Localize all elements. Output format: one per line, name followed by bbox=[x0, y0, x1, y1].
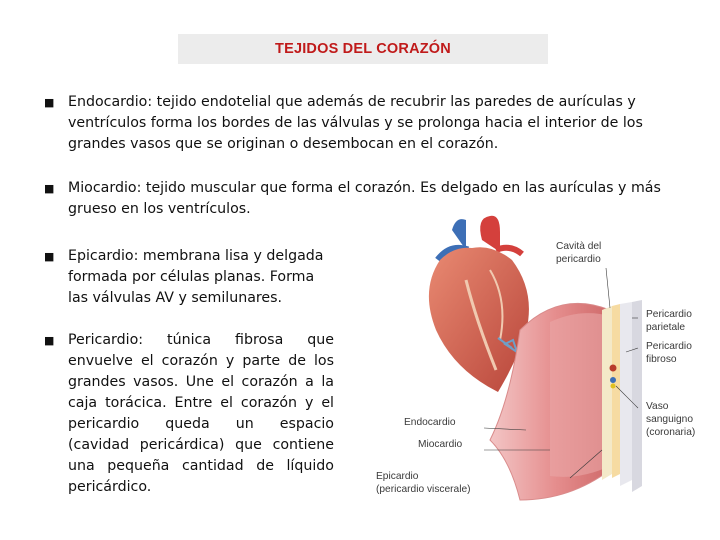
bullet-marker: ■ bbox=[44, 334, 55, 347]
bullet-pericardio bbox=[44, 330, 334, 498]
heart-wall-figure bbox=[370, 210, 710, 510]
text-line: envuelve el corazón y parte de los bbox=[68, 353, 334, 369]
text-line: ventrículos forma los bordes de las válvulas y se prolonga hacia el interior de los bbox=[68, 115, 643, 131]
label-line: (pericardio viscerale) bbox=[376, 484, 471, 495]
text-line: pericárdico. bbox=[68, 479, 152, 495]
text-line: (cavidad pericárdica) que contiene bbox=[68, 437, 334, 453]
label-endocardio bbox=[404, 416, 456, 429]
label-line: Cavità del bbox=[556, 241, 602, 252]
text-line: formada por células planas. Forma bbox=[68, 269, 315, 285]
label-line: fibroso bbox=[646, 354, 677, 365]
label-line: (coronaria) bbox=[646, 427, 696, 438]
text-line: grandes vasos que se originan o desembocan en el corazón. bbox=[68, 136, 499, 152]
label-line: Endocardio bbox=[404, 417, 456, 428]
bullet-epicardio bbox=[44, 246, 334, 309]
text-line: grueso en los ventrículos. bbox=[68, 201, 251, 217]
text-line: una pequeña cantidad de líquido bbox=[68, 458, 334, 474]
bullet-endocardio bbox=[44, 92, 680, 155]
term-endocardio: Endocardio: bbox=[68, 94, 153, 110]
label-line: Pericardio bbox=[646, 309, 692, 320]
label-line: pericardio bbox=[556, 254, 601, 265]
label-line: Miocardio bbox=[418, 439, 463, 450]
text-line: membrana lisa y delgada bbox=[142, 248, 324, 264]
label-pericardio-fibroso bbox=[646, 340, 692, 366]
bullet-marker: ■ bbox=[44, 250, 55, 263]
title-bar bbox=[178, 34, 548, 64]
text-line: : túnica fibrosa que bbox=[138, 332, 334, 348]
bullet-marker: ■ bbox=[44, 96, 55, 109]
label-vaso-sanguigno bbox=[646, 400, 695, 439]
label-epicardio bbox=[376, 470, 471, 496]
bullet-body bbox=[68, 330, 334, 498]
term-pericardio: Pericardio bbox=[68, 332, 139, 348]
label-line: sanguigno bbox=[646, 414, 694, 425]
label-miocardio bbox=[418, 438, 462, 451]
term-miocardio: Miocardio: bbox=[68, 180, 142, 196]
bullet-body bbox=[68, 92, 680, 155]
label-line: Pericardio bbox=[646, 341, 692, 352]
label-line: Vaso bbox=[646, 401, 669, 412]
text-line: pericardio queda un espacio bbox=[68, 416, 334, 432]
page-title: TEJIDOS DEL CORAZÓN bbox=[275, 41, 451, 57]
text-line: tejido endotelial que además de recubrir las paredes de aurículas y bbox=[156, 94, 636, 110]
text-line: las válvulas AV y semilunares. bbox=[68, 290, 283, 306]
term-epicardio: Epicardio: bbox=[68, 248, 139, 264]
text-line: grandes vasos. Une el corazón a la bbox=[68, 374, 334, 390]
label-cavidad-pericardio bbox=[556, 240, 601, 266]
text-line: tejido muscular que forma el corazón. Es delgado en las aurículas y más bbox=[145, 180, 661, 196]
label-pericardio-parietale bbox=[646, 308, 692, 334]
label-line: parietale bbox=[646, 322, 686, 333]
bullet-marker: ■ bbox=[44, 182, 55, 195]
text-line: caja torácica. Entre el corazón y el bbox=[68, 395, 334, 411]
bullet-body bbox=[68, 246, 334, 309]
label-line: Epicardio bbox=[376, 471, 419, 482]
